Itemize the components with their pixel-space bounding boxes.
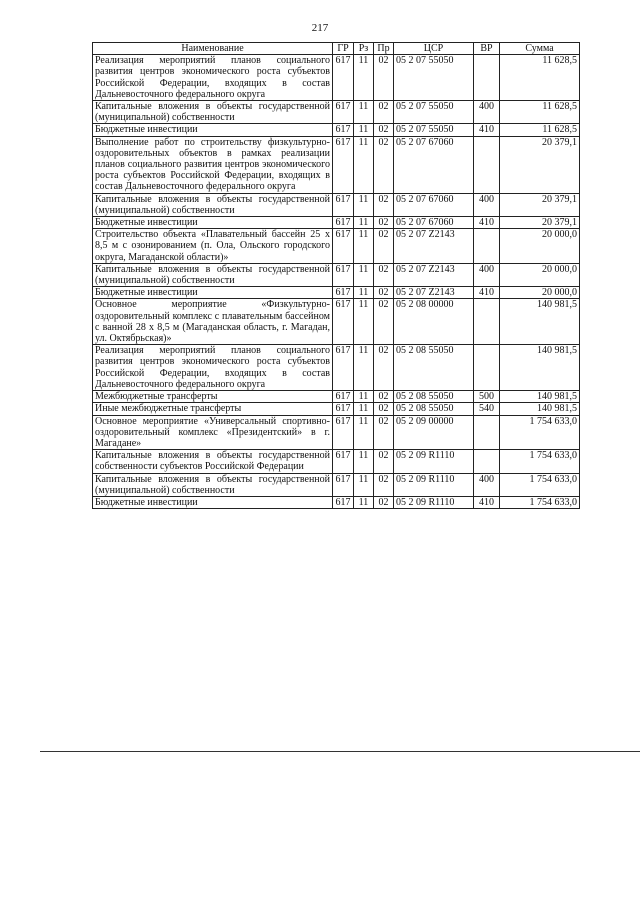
cell-name: Капитальные вложения в объекты государственной собственности субъектов Российской Федерации bbox=[93, 450, 333, 473]
header-rz: Рз bbox=[354, 43, 374, 55]
cell-csr: 05 2 07 67060 bbox=[394, 193, 474, 216]
cell-gr: 617 bbox=[333, 217, 354, 229]
header-vr: ВР bbox=[474, 43, 500, 55]
cell-name: Выполнение работ по строительству физкультурно-оздоровительных объектов в рамках реализации планов социального развития центров экономического роста субъектов Российской Федерации, входящих в состав Дальневосточного федерального округа bbox=[93, 136, 333, 193]
table-row bbox=[93, 263, 580, 286]
cell-gr: 617 bbox=[333, 391, 354, 403]
cell-name: Межбюджетные трансферты bbox=[93, 391, 333, 403]
cell-gr: 617 bbox=[333, 299, 354, 345]
cell-vr: 410 bbox=[474, 496, 500, 508]
header-csr: ЦСР bbox=[394, 43, 474, 55]
cell-sum: 140 981,5 bbox=[500, 299, 580, 345]
cell-name: Иные межбюджетные трансферты bbox=[93, 403, 333, 415]
table-row bbox=[93, 496, 580, 508]
cell-sum: 20 000,0 bbox=[500, 287, 580, 299]
cell-gr: 617 bbox=[333, 101, 354, 124]
cell-pr: 02 bbox=[374, 299, 394, 345]
cell-rz: 11 bbox=[354, 345, 374, 391]
cell-gr: 617 bbox=[333, 496, 354, 508]
cell-pr: 02 bbox=[374, 101, 394, 124]
cell-rz: 11 bbox=[354, 193, 374, 216]
cell-gr: 617 bbox=[333, 473, 354, 496]
cell-vr: 400 bbox=[474, 101, 500, 124]
cell-vr bbox=[474, 229, 500, 264]
cell-vr: 410 bbox=[474, 217, 500, 229]
cell-csr: 05 2 07 Z2143 bbox=[394, 229, 474, 264]
cell-pr: 02 bbox=[374, 263, 394, 286]
cell-csr: 05 2 09 00000 bbox=[394, 415, 474, 450]
cell-vr: 500 bbox=[474, 391, 500, 403]
bottom-divider bbox=[40, 751, 640, 752]
cell-vr: 400 bbox=[474, 263, 500, 286]
header-pr: Пр bbox=[374, 43, 394, 55]
cell-sum: 1 754 633,0 bbox=[500, 415, 580, 450]
cell-csr: 05 2 07 67060 bbox=[394, 136, 474, 193]
table-row bbox=[93, 193, 580, 216]
cell-vr bbox=[474, 299, 500, 345]
header-gr: ГР bbox=[333, 43, 354, 55]
table-row bbox=[93, 345, 580, 391]
table-row bbox=[93, 299, 580, 345]
table-row bbox=[93, 229, 580, 264]
table-row bbox=[93, 124, 580, 136]
cell-gr: 617 bbox=[333, 124, 354, 136]
header-name: Наименование bbox=[93, 43, 333, 55]
cell-name: Бюджетные инвестиции bbox=[93, 124, 333, 136]
cell-gr: 617 bbox=[333, 415, 354, 450]
cell-gr: 617 bbox=[333, 136, 354, 193]
table-row bbox=[93, 415, 580, 450]
cell-sum: 1 754 633,0 bbox=[500, 473, 580, 496]
cell-sum: 20 379,1 bbox=[500, 136, 580, 193]
cell-sum: 20 000,0 bbox=[500, 263, 580, 286]
table-row bbox=[93, 55, 580, 101]
cell-pr: 02 bbox=[374, 217, 394, 229]
cell-sum: 140 981,5 bbox=[500, 391, 580, 403]
header-row bbox=[93, 43, 580, 55]
cell-rz: 11 bbox=[354, 391, 374, 403]
cell-csr: 05 2 07 55050 bbox=[394, 124, 474, 136]
page-number: 217 bbox=[311, 22, 329, 34]
cell-vr: 400 bbox=[474, 473, 500, 496]
table-row bbox=[93, 287, 580, 299]
cell-rz: 11 bbox=[354, 403, 374, 415]
cell-vr bbox=[474, 345, 500, 391]
cell-name: Основное мероприятие «Универсальный спортивно-оздоровительный комплекс «Президентский» в г. Магадане» bbox=[93, 415, 333, 450]
cell-vr: 410 bbox=[474, 287, 500, 299]
cell-rz: 11 bbox=[354, 136, 374, 193]
cell-gr: 617 bbox=[333, 193, 354, 216]
cell-csr: 05 2 08 55050 bbox=[394, 345, 474, 391]
cell-name: Основное мероприятие «Физкультурно-оздоровительный комплекс с плавательным бассейном с ванной 28 х 8,5 м (Магаданская область, г. Магадан, ул. Октябрьская)» bbox=[93, 299, 333, 345]
table-row bbox=[93, 403, 580, 415]
cell-vr: 400 bbox=[474, 193, 500, 216]
cell-sum: 1 754 633,0 bbox=[500, 450, 580, 473]
cell-rz: 11 bbox=[354, 299, 374, 345]
cell-rz: 11 bbox=[354, 450, 374, 473]
cell-rz: 11 bbox=[354, 101, 374, 124]
cell-rz: 11 bbox=[354, 263, 374, 286]
cell-csr: 05 2 09 R1110 bbox=[394, 450, 474, 473]
cell-pr: 02 bbox=[374, 496, 394, 508]
cell-rz: 11 bbox=[354, 229, 374, 264]
cell-name: Строительство объекта «Плавательный бассейн 25 х 8,5 м с озонированием (п. Ола, Ольского городского округа, Магаданской области)» bbox=[93, 229, 333, 264]
cell-vr bbox=[474, 450, 500, 473]
cell-vr bbox=[474, 136, 500, 193]
cell-sum: 1 754 633,0 bbox=[500, 496, 580, 508]
table-row bbox=[93, 101, 580, 124]
cell-sum: 20 379,1 bbox=[500, 217, 580, 229]
cell-gr: 617 bbox=[333, 287, 354, 299]
budget-table bbox=[92, 42, 580, 509]
cell-rz: 11 bbox=[354, 217, 374, 229]
cell-gr: 617 bbox=[333, 345, 354, 391]
table-row bbox=[93, 136, 580, 193]
cell-pr: 02 bbox=[374, 229, 394, 264]
cell-csr: 05 2 09 R1110 bbox=[394, 496, 474, 508]
cell-name: Бюджетные инвестиции bbox=[93, 287, 333, 299]
cell-gr: 617 bbox=[333, 403, 354, 415]
cell-csr: 05 2 08 00000 bbox=[394, 299, 474, 345]
cell-gr: 617 bbox=[333, 55, 354, 101]
cell-csr: 05 2 07 Z2143 bbox=[394, 287, 474, 299]
cell-csr: 05 2 09 R1110 bbox=[394, 473, 474, 496]
cell-pr: 02 bbox=[374, 55, 394, 101]
table-row bbox=[93, 217, 580, 229]
cell-pr: 02 bbox=[374, 473, 394, 496]
cell-name: Капитальные вложения в объекты государственной (муниципальной) собственности bbox=[93, 101, 333, 124]
cell-vr: 410 bbox=[474, 124, 500, 136]
cell-pr: 02 bbox=[374, 450, 394, 473]
cell-name: Реализация мероприятий планов социального развития центров экономического роста субъектов Российской Федерации, входящих в состав Дальневосточного федерального округа bbox=[93, 55, 333, 101]
cell-pr: 02 bbox=[374, 415, 394, 450]
cell-pr: 02 bbox=[374, 136, 394, 193]
header-sum: Сумма bbox=[500, 43, 580, 55]
cell-name: Реализация мероприятий планов социального развития центров экономического роста субъектов Российской Федерации, входящих в состав Дальневосточного федерального округа bbox=[93, 345, 333, 391]
cell-rz: 11 bbox=[354, 287, 374, 299]
cell-sum: 11 628,5 bbox=[500, 101, 580, 124]
table-row bbox=[93, 450, 580, 473]
cell-vr: 540 bbox=[474, 403, 500, 415]
cell-pr: 02 bbox=[374, 287, 394, 299]
cell-sum: 11 628,5 bbox=[500, 55, 580, 101]
cell-sum: 11 628,5 bbox=[500, 124, 580, 136]
table-row bbox=[93, 391, 580, 403]
cell-pr: 02 bbox=[374, 391, 394, 403]
cell-name: Капитальные вложения в объекты государственной (муниципальной) собственности bbox=[93, 193, 333, 216]
cell-name: Бюджетные инвестиции bbox=[93, 217, 333, 229]
cell-name: Капитальные вложения в объекты государственной (муниципальной) собственности bbox=[93, 473, 333, 496]
cell-sum: 20 000,0 bbox=[500, 229, 580, 264]
cell-csr: 05 2 08 55050 bbox=[394, 403, 474, 415]
cell-sum: 140 981,5 bbox=[500, 403, 580, 415]
cell-rz: 11 bbox=[354, 496, 374, 508]
cell-sum: 140 981,5 bbox=[500, 345, 580, 391]
cell-pr: 02 bbox=[374, 124, 394, 136]
cell-vr bbox=[474, 415, 500, 450]
cell-vr bbox=[474, 55, 500, 101]
cell-sum: 20 379,1 bbox=[500, 193, 580, 216]
cell-csr: 05 2 08 55050 bbox=[394, 391, 474, 403]
cell-csr: 05 2 07 67060 bbox=[394, 217, 474, 229]
cell-gr: 617 bbox=[333, 263, 354, 286]
cell-csr: 05 2 07 55050 bbox=[394, 101, 474, 124]
cell-pr: 02 bbox=[374, 403, 394, 415]
table-row bbox=[93, 473, 580, 496]
cell-csr: 05 2 07 55050 bbox=[394, 55, 474, 101]
cell-pr: 02 bbox=[374, 193, 394, 216]
cell-gr: 617 bbox=[333, 229, 354, 264]
cell-name: Капитальные вложения в объекты государственной (муниципальной) собственности bbox=[93, 263, 333, 286]
cell-name: Бюджетные инвестиции bbox=[93, 496, 333, 508]
cell-rz: 11 bbox=[354, 55, 374, 101]
cell-rz: 11 bbox=[354, 415, 374, 450]
cell-pr: 02 bbox=[374, 345, 394, 391]
cell-rz: 11 bbox=[354, 124, 374, 136]
cell-rz: 11 bbox=[354, 473, 374, 496]
cell-gr: 617 bbox=[333, 450, 354, 473]
cell-csr: 05 2 07 Z2143 bbox=[394, 263, 474, 286]
